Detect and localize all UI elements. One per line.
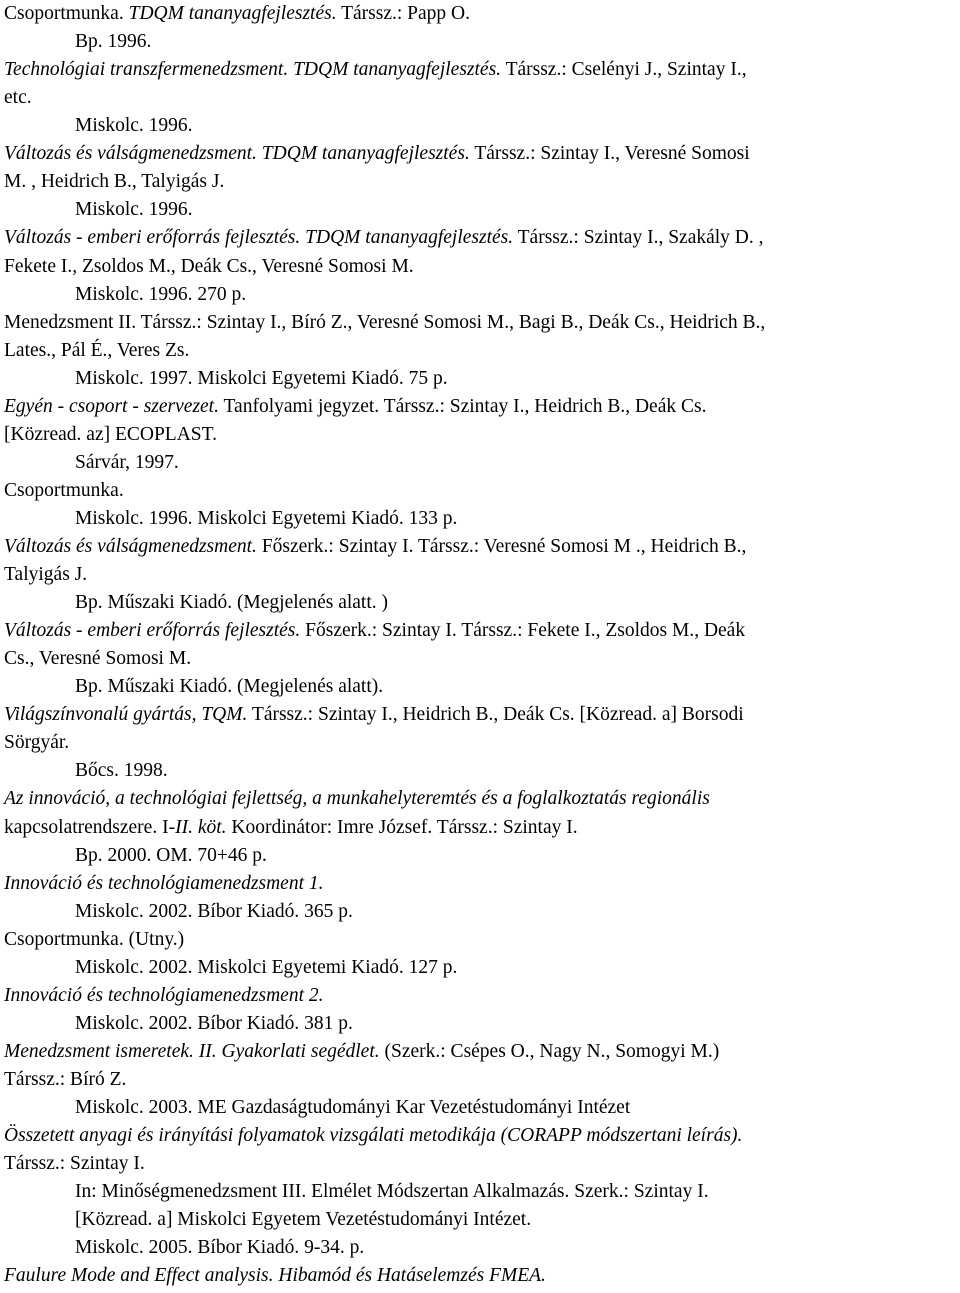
title-text: Változás - emberi erőforrás fejlesztés.: [4, 620, 301, 642]
publication-line-indented: [75, 1178, 709, 1206]
line-text: Főszerk.: Szintay I. Társsz.: Fekete I., Zsoldos M., Deák: [300, 620, 746, 642]
line-text: Bp. 2000. OM. 70+46 p.: [75, 844, 267, 866]
publication-line: [4, 870, 324, 898]
title-text: Változás és válságmenedzsment.: [4, 536, 257, 557]
line-text: Miskolc. 2005. Bíbor Kiadó. 9-34. p.: [75, 1237, 365, 1259]
title-text: Faulure Mode and Effect analysis. Hibamód és Hatáselemzés FMEA.: [4, 1265, 546, 1287]
title-text: Változás és válságmenedzsment. TDQM tananyagfejlesztés.: [4, 143, 470, 165]
publication-line-indented: [75, 589, 388, 617]
publication-line-indented: [75, 1206, 531, 1234]
line-text: Menedzsment II. Társsz.: Szintay I., Bíró Z., Veresné Somosi M., Bagi B., Deák Cs., Heidrich B.,: [4, 311, 766, 333]
line-text: Tanfolyami jegyzet. Társsz.: Szintay I., Heidrich B., Deák Cs.: [218, 395, 707, 417]
publication-line-indented: [75, 673, 383, 701]
title-text: Innováció és technológiamenedzsment 2.: [4, 984, 324, 1006]
line-text: Társsz.: Cselényi J., Szintay I.,: [501, 59, 747, 81]
line-text: Társsz.: Szintay I., Heidrich B., Deák Cs. [Közread. a] Borsodi: [247, 704, 744, 726]
title-text: Innováció és technológiamenedzsment 1.: [4, 872, 324, 894]
line-text: Miskolc. 1996.: [75, 115, 193, 137]
publication-line: [4, 1038, 719, 1066]
title-text: Összetett anyagi és irányítási folyamatok vizsgálati metodikája (CORAPP módszertani leírás).: [4, 1125, 743, 1146]
line-text: Miskolc. 1997. Miskolci Egyetemi Kiadó. 75 p.: [75, 367, 448, 389]
line-text: [Közread. a] Miskolci Egyetem Vezetéstudományi Intézet.: [75, 1209, 532, 1231]
publication-line: [4, 645, 191, 673]
line-text: M. , Heidrich B., Talyigás J.: [4, 171, 225, 193]
line-text: Lates., Pál É., Veres Zs.: [4, 339, 190, 361]
line-text: etc.: [4, 87, 32, 109]
title-text: Technológiai transzfermenedzsment. TDQM tananyagfejlesztés.: [4, 59, 502, 81]
publication-line: [4, 84, 32, 112]
line-text: Fekete I., Zsoldos M., Deák Cs., Veresné Somosi M.: [4, 255, 414, 277]
line-text: Csoportmunka. (Utny.): [4, 928, 185, 950]
line-text: Miskolc. 2002. Miskolci Egyetemi Kiadó. 127 p.: [75, 956, 458, 978]
publication-line: [4, 140, 750, 168]
line-text: Bp. 1996.: [75, 31, 152, 53]
publication-line: [4, 421, 217, 449]
line-text: [Közread. az] ECOPLAST.: [4, 423, 217, 445]
line-text: Társsz.: Szintay I., Szakály D. ,: [513, 227, 764, 249]
title-text: TDQM tananyagfejlesztés.: [128, 3, 337, 24]
publication-line: [4, 56, 747, 84]
publication-line: [4, 785, 710, 813]
publication-line-indented: [75, 196, 193, 224]
title-text: Menedzsment ismeretek. II. Gyakorlati segédlet.: [4, 1040, 380, 1062]
publication-line: [4, 926, 184, 954]
line-text: Sörgyár.: [4, 732, 70, 754]
publication-line-indented: [75, 1234, 364, 1262]
line-text: Bp. Műszaki Kiadó. (Megjelenés alatt).: [75, 676, 384, 698]
publication-line-indented: [75, 954, 457, 982]
publication-line-indented: [75, 898, 353, 926]
line-text: Társsz.: Szintay I.: [4, 1153, 145, 1174]
publication-line: [4, 533, 746, 561]
publication-line-indented: [75, 112, 193, 140]
publication-line: [4, 168, 224, 196]
line-text: (Szerk.: Csépes O., Nagy N., Somogyi M.): [379, 1040, 720, 1062]
publication-line: [4, 309, 765, 337]
publication-line: [4, 729, 69, 757]
publication-line: [4, 224, 764, 252]
line-text: Miskolc. 1996. 270 p.: [75, 283, 247, 305]
line-text: Miskolc. 2003. ME Gazdaságtudományi Kar Vezetéstudományi Intézet: [75, 1097, 631, 1118]
line-text: Csoportmunka.: [4, 479, 124, 501]
line-text: Bőcs. 1998.: [75, 760, 168, 782]
publication-line: [4, 1262, 546, 1290]
publication-line-indented: [75, 28, 151, 56]
line-text: Társsz.: Szintay I., Veresné Somosi: [469, 143, 750, 165]
line-text: Főszerk.: Szintay I. Társsz.: Veresné Somosi M ., Heidrich B.,: [256, 536, 747, 557]
publication-line-indented: [75, 365, 448, 393]
line-text: Miskolc. 1996.: [75, 199, 193, 221]
line-text: Társsz.: Papp O.: [336, 3, 470, 24]
publication-line: [4, 1150, 145, 1178]
publication-line: [4, 1066, 126, 1094]
publication-line-indented: [75, 1094, 630, 1122]
line-text: Koordinátor: Imre József. Társsz.: Szintay I.: [226, 816, 578, 838]
title-text: II. köt.: [175, 816, 227, 838]
line-text: Csoportmunka.: [4, 3, 129, 24]
publication-line-indented: [75, 842, 267, 870]
publication-line: [4, 1122, 742, 1150]
line-text: Cs., Veresné Somosi M.: [4, 648, 192, 670]
line-text: Társsz.: Bíró Z.: [4, 1068, 127, 1090]
title-text: Egyén - csoport - szervezet.: [4, 395, 219, 417]
publication-line-indented: [75, 505, 457, 533]
publication-line-indented: [75, 1010, 353, 1038]
line-text: In: Minőségmenedzsment III. Elmélet Módszertan Alkalmazás. Szerk.: Szintay I.: [75, 1181, 709, 1203]
title-text: Világszínvonalú gyártás, TQM.: [4, 704, 248, 726]
line-text: Sárvár, 1997.: [75, 451, 179, 473]
line-text: Miskolc. 1996. Miskolci Egyetemi Kiadó. 133 p.: [75, 507, 458, 529]
publication-line: [4, 617, 745, 645]
publication-line: [4, 393, 706, 421]
title-text: Az innováció, a technológiai fejlettség, a munkahelyteremtés és a foglalkoztatás regionális: [4, 788, 710, 810]
line-text: Talyigás J.: [4, 564, 88, 585]
publication-line: [4, 561, 87, 589]
line-text: Bp. Műszaki Kiadó. (Megjelenés alatt. ): [75, 592, 388, 614]
publication-line: [4, 982, 324, 1010]
line-text: Miskolc. 2002. Bíbor Kiadó. 381 p.: [75, 1012, 353, 1034]
publication-line: [4, 337, 189, 365]
title-text: Változás - emberi erőforrás fejlesztés. TDQM tananyagfejlesztés.: [4, 227, 514, 249]
line-text: Miskolc. 2002. Bíbor Kiadó. 365 p.: [75, 900, 353, 922]
publication-line: [4, 701, 744, 729]
publication-line: [4, 253, 414, 281]
line-text: kapcsolatrendszere. I-: [4, 816, 176, 838]
publication-line-indented: [75, 281, 246, 309]
publication-line-indented: [75, 757, 168, 785]
publication-line: [4, 814, 578, 842]
publication-line: [4, 0, 470, 28]
publication-line: [4, 477, 124, 505]
publication-line-indented: [75, 449, 179, 477]
